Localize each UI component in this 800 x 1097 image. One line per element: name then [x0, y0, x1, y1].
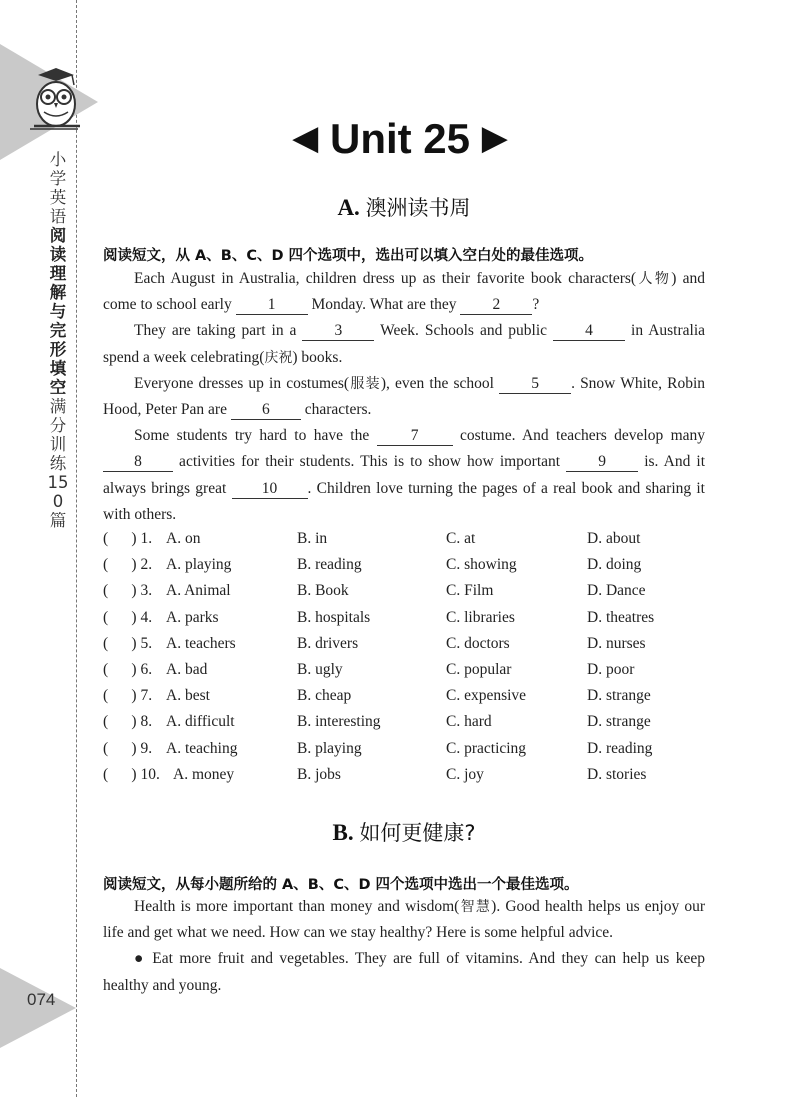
option-c[interactable]: C. at	[446, 530, 476, 547]
option-a[interactable]: A. best	[166, 687, 210, 705]
answer-bracket[interactable]: ( ) 1.	[103, 530, 153, 547]
option-c[interactable]: C. doctors	[446, 634, 510, 652]
section-a-instruction: 阅读短文，从 A、B、C、D 四个选项中，选出可以填入空白处的最佳选项。	[103, 248, 594, 264]
question-row	[103, 740, 723, 766]
question-row	[103, 661, 723, 687]
question-row	[103, 635, 723, 661]
option-b[interactable]: B. cheap	[297, 687, 352, 705]
section-a-paragraph: They are taking part in a 3 Week. Schools and public 4 in Australia spend a week celebrating(庆祝) books.	[103, 322, 706, 366]
blank-7[interactable]: 7	[377, 427, 453, 446]
blank-4[interactable]: 4	[553, 322, 625, 341]
option-b[interactable]: B. in	[297, 530, 328, 547]
option-b[interactable]: B. interesting	[297, 713, 381, 731]
option-a[interactable]: A. difficult	[166, 713, 235, 731]
blank-3[interactable]: 3	[302, 322, 374, 341]
answer-bracket[interactable]: ( ) 9.	[103, 739, 153, 757]
option-d[interactable]: D. stories	[587, 765, 647, 783]
blank-8[interactable]: 8	[103, 453, 173, 472]
answer-bracket[interactable]: ( ) 2.	[103, 556, 153, 574]
option-a[interactable]: A. on	[166, 530, 201, 547]
question-row	[103, 582, 723, 608]
section-b-passage	[103, 894, 705, 999]
option-d[interactable]: D. reading	[587, 739, 653, 757]
option-a[interactable]: A. teaching	[166, 739, 238, 757]
option-b[interactable]: B. jobs	[297, 765, 341, 783]
chinese-gloss: 服装	[349, 375, 381, 392]
blank-5[interactable]: 5	[499, 375, 571, 394]
blank-10[interactable]: 10	[232, 480, 308, 499]
blank-2[interactable]: 2	[460, 296, 532, 315]
section-b-title: 如何更健康?	[359, 821, 476, 845]
question-row	[103, 713, 723, 739]
option-d[interactable]: D. poor	[587, 660, 635, 678]
option-c[interactable]: C. expensive	[446, 687, 527, 705]
option-a[interactable]: A. Animal	[166, 582, 231, 600]
chinese-gloss: 智慧	[459, 899, 492, 915]
left-triangle-icon: ◀	[292, 119, 319, 157]
book-title-part: 阅读理解与完形填空	[49, 226, 67, 397]
option-a[interactable]: A. playing	[166, 556, 232, 574]
option-b[interactable]: B. drivers	[297, 634, 359, 652]
question-row	[103, 609, 723, 635]
option-b[interactable]: B. Book	[297, 582, 349, 600]
option-c[interactable]: C. Film	[446, 582, 494, 600]
question-row	[103, 766, 723, 792]
option-c[interactable]: C. libraries	[446, 608, 515, 626]
option-c[interactable]: C. hard	[446, 713, 492, 731]
question-row	[103, 530, 723, 556]
section-a-passage	[103, 266, 705, 528]
option-d[interactable]: D. strange	[587, 687, 651, 705]
section-b-paragraph: ● Eat more fruit and vegetables. They are full of vitamins. And they can help us keep healthy and young.	[103, 950, 705, 994]
option-d[interactable]: D. nurses	[587, 634, 646, 652]
option-d[interactable]: D. Dance	[587, 582, 646, 600]
option-d[interactable]: D. about	[587, 530, 641, 547]
option-c[interactable]: C. showing	[446, 556, 517, 574]
section-a-heading	[0, 192, 800, 222]
option-b[interactable]: B. hospitals	[297, 608, 371, 626]
option-b[interactable]: B. playing	[297, 739, 362, 757]
question-row	[103, 687, 723, 713]
answer-bracket[interactable]: ( ) 3.	[103, 582, 153, 600]
page-number: 074	[27, 990, 56, 1009]
right-triangle-icon: ▶	[481, 119, 508, 157]
section-a-paragraph: Each August in Australia, children dress up as their favorite book characters(人物) and come to school early 1 Monday. What are they 2 ?	[103, 270, 706, 314]
answer-bracket[interactable]: ( ) 8.	[103, 713, 153, 731]
option-d[interactable]: D. theatres	[587, 608, 655, 626]
dashed-binding-line	[76, 0, 77, 1097]
option-a[interactable]: A. bad	[166, 660, 208, 678]
section-a-letter: A.	[337, 195, 360, 220]
unit-title	[0, 115, 800, 163]
option-b[interactable]: B. ugly	[297, 660, 343, 678]
section-b-heading	[0, 817, 800, 847]
option-c[interactable]: C. practicing	[446, 739, 527, 757]
option-d[interactable]: D. doing	[587, 556, 642, 574]
section-b-letter: B.	[332, 820, 354, 845]
answer-bracket[interactable]: ( ) 6.	[103, 660, 153, 678]
section-a-paragraph: Everyone dresses up in costumes(服装), even the school 5 . Snow White, Robin Hood, Peter Pan are 6 characters.	[103, 374, 705, 419]
chinese-gloss: 人物	[636, 271, 672, 287]
option-c[interactable]: C. joy	[446, 765, 484, 783]
section-b-instruction: 阅读短文，从每小题所给的 A、B、C、D 四个选项中选出一个最佳选项。	[103, 877, 579, 893]
chinese-gloss: 庆祝	[264, 349, 293, 366]
option-b[interactable]: B. reading	[297, 556, 362, 574]
option-a[interactable]: A. parks	[166, 608, 219, 626]
option-a[interactable]: A. money	[173, 765, 235, 783]
unit-title-text: Unit 25	[329, 115, 471, 162]
blank-9[interactable]: 9	[566, 453, 638, 472]
question-row	[103, 556, 723, 582]
answer-bracket[interactable]: ( ) 7.	[103, 687, 153, 705]
blank-1[interactable]: 1	[236, 296, 308, 315]
option-c[interactable]: C. popular	[446, 660, 512, 678]
section-a-paragraph: Some students try hard to have the 7 costume. And teachers develop many 8 activities for their students. This is to show how important 9 is. And it always brings great 10 . Children love turning the pages of a real book and sharing it with others.	[103, 427, 706, 523]
blank-6[interactable]: 6	[231, 401, 301, 420]
book-title-part: 满分训练150篇	[47, 397, 69, 530]
option-a[interactable]: A. teachers	[166, 634, 236, 652]
answer-bracket[interactable]: ( ) 4.	[103, 608, 153, 626]
book-title-part: 小学英语	[49, 150, 67, 226]
answer-bracket[interactable]: ( ) 10.	[103, 765, 160, 783]
option-d[interactable]: D. strange	[587, 713, 651, 731]
question-list	[103, 530, 723, 792]
answer-bracket[interactable]: ( ) 5.	[103, 634, 153, 652]
section-a-title: 澳洲读书周	[365, 196, 471, 220]
section-b-paragraph: Health is more important than money and wisdom(智慧). Good health helps us enjoy our life and get what we need. How can we stay healthy? Here is some helpful advice.	[103, 898, 706, 942]
